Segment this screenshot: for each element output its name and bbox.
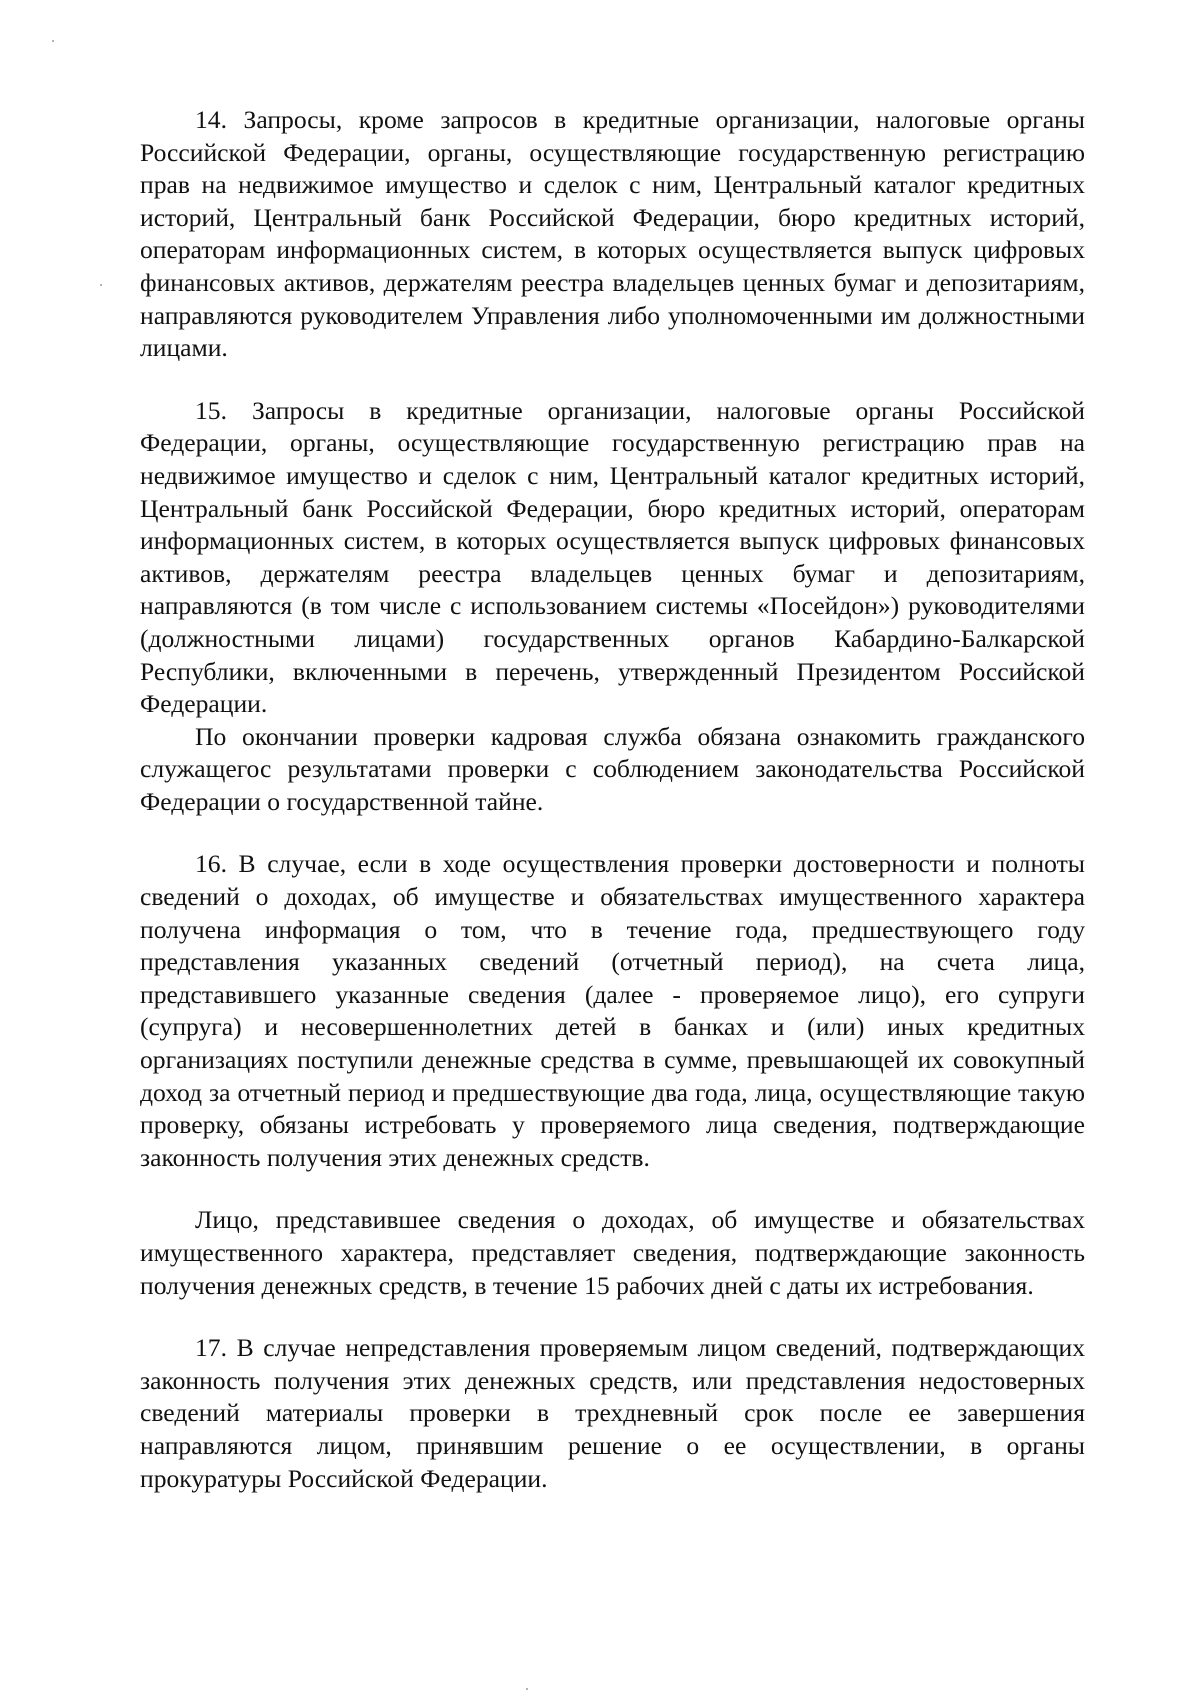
- paragraph-16: 16. В случае, если в ходе осуществления проверки достоверности и полноты сведений о доходах, об имуществе и обязательствах имущественного характера получена информация о том, что в течение года, предшествующего году представления указанных сведений (отчетный период), на счета лица, представившего указанные сведения (далее - проверяемое лицо), его супруги (супруга) и несовершеннолетних детей в банках и (или) иных кредитных организациях поступили денежные средства в сумме, превышающей их совокупный доход за отчетный период и предшествующие два года, лица, осуществляющие такую проверку, обязаны истребовать у проверяемого лица сведения, подтверждающие законность получения этих денежных средств.: [140, 849, 1085, 1172]
- document-body: [140, 104, 1085, 1495]
- paragraph-16-continuation: Лицо, представившее сведения о доходах, об имуществе и обязательствах имущественного характера, представляет сведения, подтверждающие законность получения денежных средств, в течение 15 рабочих дней с даты их истребования.: [140, 1205, 1085, 1300]
- paragraph-15-continuation: По окончании проверки кадровая служба обязана ознакомить гражданского служащегос результатами проверки с соблюдением законодательства Российской Федерации о государственной тайне.: [140, 721, 1085, 816]
- scan-speck: [100, 284, 102, 286]
- paragraph-17: 17. В случае непредставления проверяемым лицом сведений, подтверждающих законность получения этих денежных средств, или представления недостоверных сведений материалы проверки в трехдневный срок после ее завершения направляются лицом, принявшим решение о ее осуществлении, в органы прокуратуры Российской Федерации.: [140, 1333, 1085, 1493]
- paragraph-15: 15. Запросы в кредитные организации, налоговые органы Российской Федерации, органы, осуществляющие государственную регистрацию прав на недвижимое имущество и сделок с ним, Центральный каталог кредитных историй, Центральный банк Российской Федерации, бюро кредитных историй, операторам информационных систем, в которых осуществляется выпуск цифровых финансовых активов, держателям реестра владельцев ценных бумаг и депозитариям, направляются (в том числе с использованием системы «Посейдон») руководителями (должностными лицами) государственных органов Кабардино-Балкарской Республики, включенными в перечень, утвержденный Президентом Российской Федерации.: [140, 395, 1085, 719]
- paragraph-14: 14. Запросы, кроме запросов в кредитные организации, налоговые органы Российской Федерации, органы, осуществляющие государственную регистрацию прав на недвижимое имущество и сделок с ним, Центральный каталог кредитных историй, Центральный банк Российской Федерации, бюро кредитных историй, операторам информационных систем, в которых осуществляется выпуск цифровых финансовых активов, держателям реестра владельцев ценных бумаг и депозитариям, направляются руководителем Управления либо уполномоченными им должностными лицами.: [140, 105, 1085, 363]
- scan-speck: [52, 40, 54, 42]
- scan-speck: [526, 1688, 528, 1690]
